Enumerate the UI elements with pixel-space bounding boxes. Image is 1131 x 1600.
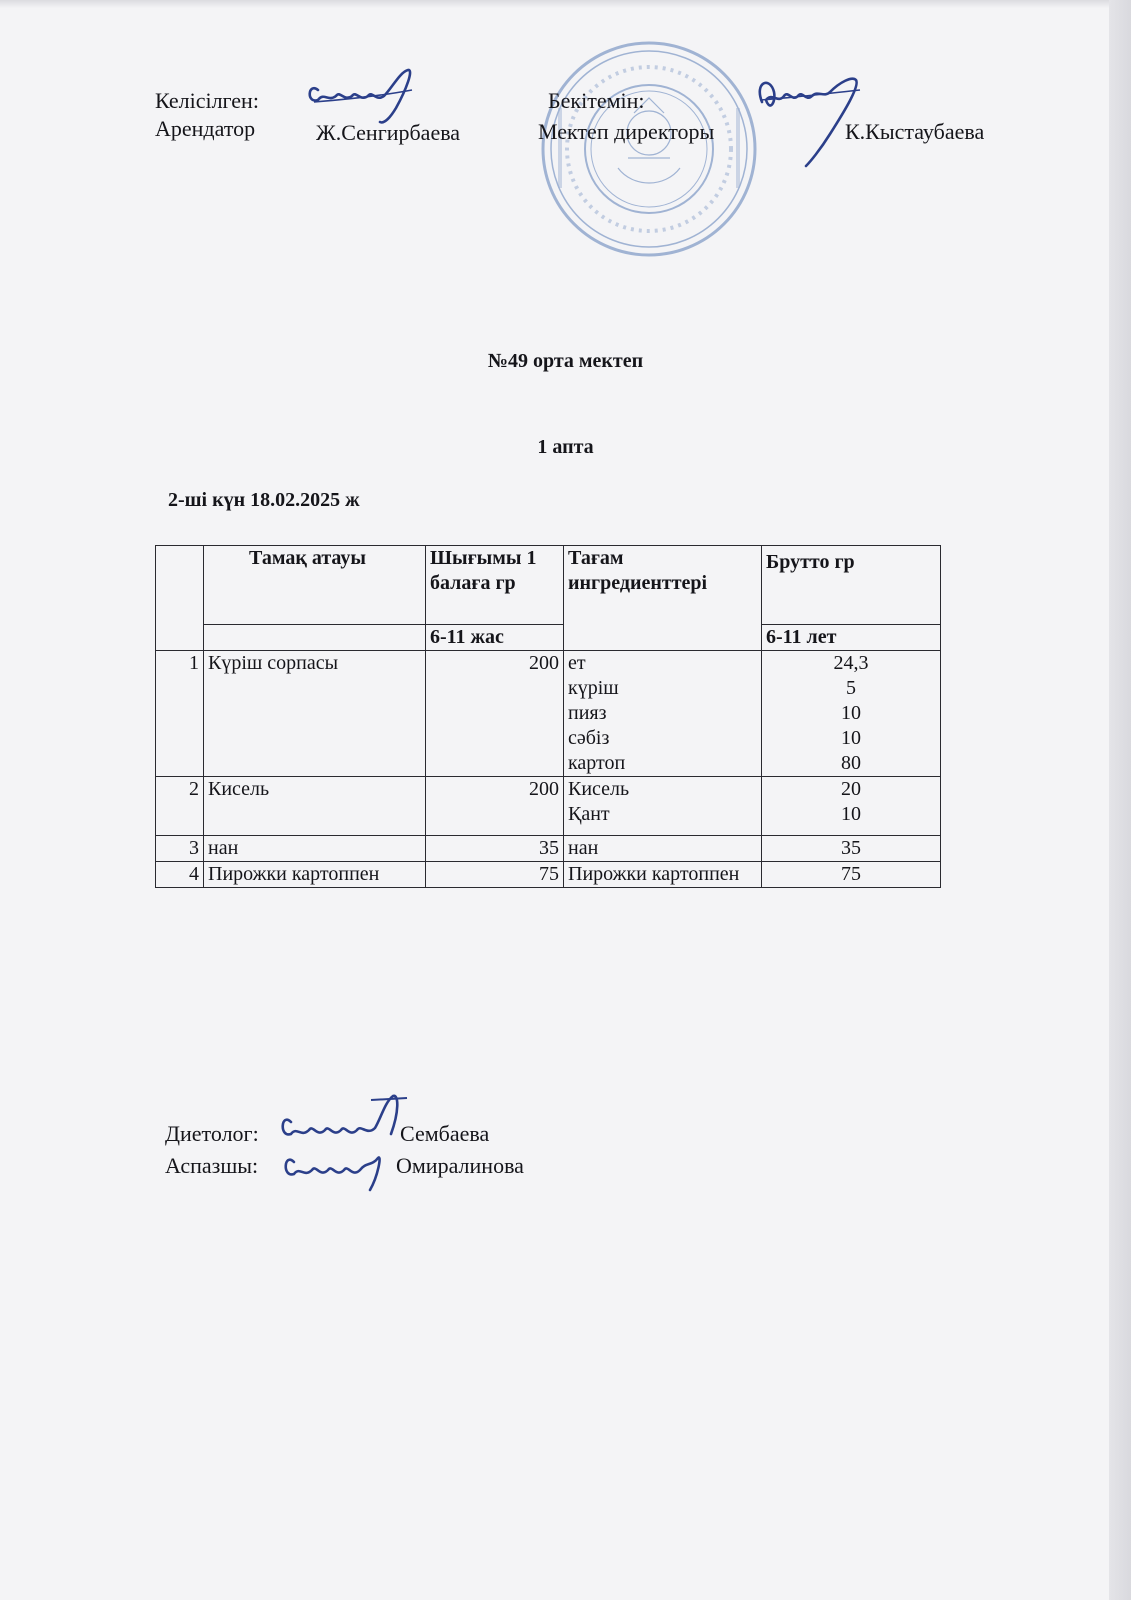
director-role: Мектеп директоры	[538, 119, 715, 144]
ingredient-item: Қант	[568, 803, 610, 825]
table-row	[156, 651, 941, 777]
brutto-value: 24,3	[833, 652, 869, 674]
school-title: №49 орта мектеп	[487, 350, 644, 372]
header-ingredients: Тағам ингредиенттері	[564, 546, 762, 651]
row-ingredients	[564, 651, 762, 777]
menu-table	[155, 545, 941, 888]
table-age-row	[156, 625, 941, 651]
approve-label: Бекітемін:	[548, 88, 645, 113]
table-row	[156, 836, 941, 862]
row-dish: Күріш сорпасы	[204, 651, 426, 777]
page-top-shadow	[0, 0, 1131, 8]
header-age-brutto: 6-11 лет	[762, 625, 941, 651]
row-ingredients: нан	[564, 836, 762, 862]
row-brutto	[762, 651, 941, 777]
day-date-line: 2-ші күн 18.02.2025 ж	[168, 489, 360, 511]
brutto-value: 10	[841, 702, 861, 724]
ingredient-item: пияз	[568, 702, 607, 724]
agreed-label: Келісілген:	[155, 88, 259, 113]
brutto-value: 5	[846, 677, 856, 699]
header-dish-blank	[204, 625, 426, 651]
row-dish: нан	[204, 836, 426, 862]
cook-label: Аспазшы:	[165, 1153, 259, 1178]
ingredient-item: картоп	[568, 752, 626, 774]
row-dish: Кисель	[204, 777, 426, 836]
row-output: 200	[426, 777, 564, 836]
row-output: 200	[426, 651, 564, 777]
row-number: 3	[156, 836, 204, 862]
school-stamp	[538, 38, 760, 260]
brutto-value: 80	[841, 752, 861, 774]
dietolog-label: Диетолог:	[165, 1121, 259, 1146]
week-title: 1 апта	[537, 436, 594, 458]
row-number: 2	[156, 777, 204, 836]
row-dish: Пирожки картоппен	[204, 862, 426, 888]
row-brutto: 35	[762, 836, 941, 862]
director-name: К.Кыстаубаева	[845, 119, 985, 144]
row-number: 1	[156, 651, 204, 777]
director-signature	[740, 62, 870, 182]
table-row	[156, 862, 941, 888]
cook-name: Омиралинова	[396, 1153, 524, 1178]
ingredient-item: күріш	[568, 677, 619, 699]
row-ingredients	[564, 777, 762, 836]
ingredient-item: сәбіз	[568, 727, 610, 749]
brutto-value: 10	[841, 803, 861, 825]
brutto-value: 20	[841, 778, 861, 800]
ingredient-item: ет	[568, 652, 586, 674]
header-brutto: Брутто гр	[762, 546, 941, 625]
header-dish: Тамақ атауы	[204, 546, 426, 625]
header-age-output: 6-11 жас	[426, 625, 564, 651]
row-brutto	[762, 777, 941, 836]
header-number-cell	[156, 546, 204, 651]
row-number: 4	[156, 862, 204, 888]
ingredient-item: Кисель	[568, 778, 630, 800]
table-row	[156, 777, 941, 836]
brutto-value: 10	[841, 727, 861, 749]
row-output: 75	[426, 862, 564, 888]
tenant-role: Арендатор	[155, 116, 256, 141]
row-brutto: 75	[762, 862, 941, 888]
row-ingredients: Пирожки картоппен	[564, 862, 762, 888]
dietolog-name: Сембаева	[400, 1121, 490, 1146]
table-header-row	[156, 546, 941, 625]
page-edge	[1109, 0, 1131, 1600]
tenant-name: Ж.Сенгирбаева	[316, 120, 461, 145]
row-output: 35	[426, 836, 564, 862]
tenant-signature	[300, 60, 430, 150]
cook-signature	[278, 1128, 408, 1198]
header-output: Шығымы 1 балаға гр	[426, 546, 564, 625]
